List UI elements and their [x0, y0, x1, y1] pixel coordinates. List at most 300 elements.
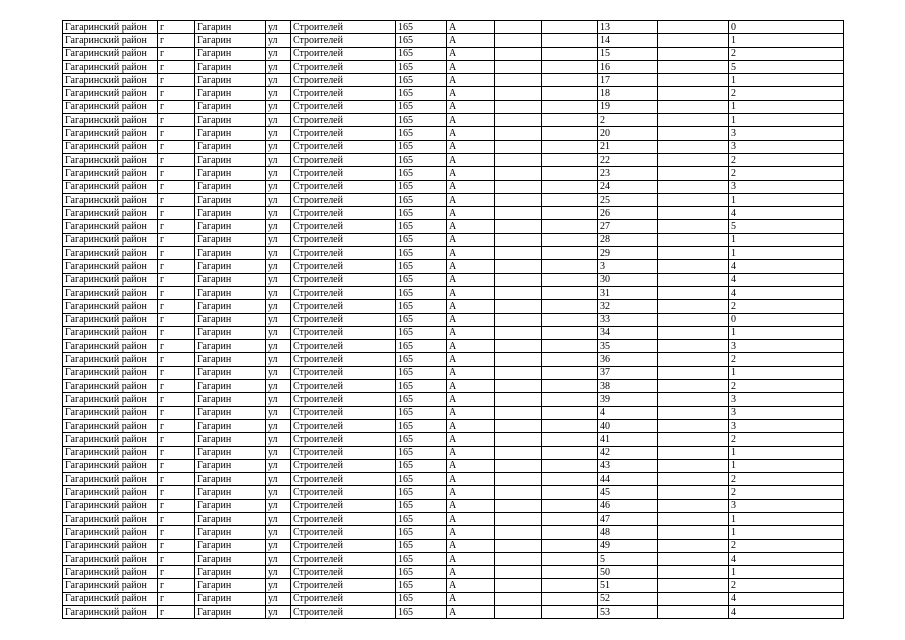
blank-cell — [658, 380, 729, 393]
blank-cell — [658, 247, 729, 260]
district-cell: Гагаринский район — [63, 260, 158, 273]
count-cell: 4 — [729, 273, 844, 286]
street-cell: Строителей — [291, 34, 396, 47]
street-type-cell: ул — [266, 353, 291, 366]
district-cell: Гагаринский район — [63, 233, 158, 246]
building-letter-cell: А — [447, 300, 495, 313]
blank-cell — [658, 21, 729, 34]
locality-type-cell: г — [158, 167, 195, 180]
street-cell: Строителей — [291, 260, 396, 273]
blank-cell — [542, 353, 598, 366]
building-letter-cell: А — [447, 486, 495, 499]
blank-cell — [495, 114, 542, 127]
locality-cell: Гагарин — [195, 300, 266, 313]
district-cell: Гагаринский район — [63, 127, 158, 140]
house-number-cell: 165 — [396, 34, 447, 47]
blank-cell — [658, 260, 729, 273]
count-cell: 1 — [729, 512, 844, 525]
building-letter-cell: А — [447, 459, 495, 472]
street-cell: Строителей — [291, 512, 396, 525]
table-row — [63, 512, 844, 525]
blank-cell — [495, 100, 542, 113]
district-cell: Гагаринский район — [63, 552, 158, 565]
house-number-cell: 165 — [396, 247, 447, 260]
blank-cell — [495, 300, 542, 313]
count-cell: 2 — [729, 47, 844, 60]
district-cell: Гагаринский район — [63, 486, 158, 499]
locality-cell: Гагарин — [195, 552, 266, 565]
blank-cell — [658, 446, 729, 459]
house-number-cell: 165 — [396, 207, 447, 220]
blank-cell — [495, 260, 542, 273]
locality-type-cell: г — [158, 326, 195, 339]
apartment-cell: 29 — [598, 247, 658, 260]
blank-cell — [542, 127, 598, 140]
building-letter-cell: А — [447, 247, 495, 260]
house-number-cell: 165 — [396, 459, 447, 472]
street-cell: Строителей — [291, 286, 396, 299]
table-row — [63, 393, 844, 406]
house-number-cell: 165 — [396, 60, 447, 73]
blank-cell — [542, 579, 598, 592]
count-cell: 3 — [729, 406, 844, 419]
street-type-cell: ул — [266, 233, 291, 246]
street-cell: Строителей — [291, 247, 396, 260]
street-type-cell: ул — [266, 566, 291, 579]
apartment-cell: 44 — [598, 473, 658, 486]
locality-type-cell: г — [158, 419, 195, 432]
blank-cell — [495, 512, 542, 525]
street-type-cell: ул — [266, 340, 291, 353]
street-cell: Строителей — [291, 486, 396, 499]
blank-cell — [495, 433, 542, 446]
street-type-cell: ул — [266, 300, 291, 313]
house-number-cell: 165 — [396, 606, 447, 619]
apartment-cell: 53 — [598, 606, 658, 619]
locality-type-cell: г — [158, 233, 195, 246]
table-row — [63, 207, 844, 220]
count-cell: 3 — [729, 499, 844, 512]
blank-cell — [658, 592, 729, 605]
locality-type-cell: г — [158, 606, 195, 619]
blank-cell — [658, 393, 729, 406]
locality-cell: Гагарин — [195, 512, 266, 525]
count-cell: 1 — [729, 34, 844, 47]
street-cell: Строителей — [291, 74, 396, 87]
count-cell: 2 — [729, 380, 844, 393]
street-type-cell: ул — [266, 153, 291, 166]
locality-cell: Гагарин — [195, 313, 266, 326]
blank-cell — [542, 207, 598, 220]
house-number-cell: 165 — [396, 499, 447, 512]
district-cell: Гагаринский район — [63, 140, 158, 153]
building-letter-cell: А — [447, 380, 495, 393]
count-cell: 1 — [729, 446, 844, 459]
locality-type-cell: г — [158, 87, 195, 100]
locality-type-cell: г — [158, 34, 195, 47]
district-cell: Гагаринский район — [63, 193, 158, 206]
table-row — [63, 60, 844, 73]
apartment-cell: 25 — [598, 193, 658, 206]
blank-cell — [542, 286, 598, 299]
blank-cell — [542, 473, 598, 486]
blank-cell — [542, 499, 598, 512]
blank-cell — [542, 552, 598, 565]
locality-type-cell: г — [158, 592, 195, 605]
house-number-cell: 165 — [396, 114, 447, 127]
count-cell: 2 — [729, 539, 844, 552]
table-row — [63, 127, 844, 140]
count-cell: 2 — [729, 486, 844, 499]
street-type-cell: ул — [266, 393, 291, 406]
count-cell: 3 — [729, 340, 844, 353]
blank-cell — [658, 233, 729, 246]
street-type-cell: ул — [266, 87, 291, 100]
locality-cell: Гагарин — [195, 220, 266, 233]
blank-cell — [495, 579, 542, 592]
apartment-cell: 49 — [598, 539, 658, 552]
table-row — [63, 579, 844, 592]
count-cell: 1 — [729, 566, 844, 579]
blank-cell — [495, 21, 542, 34]
locality-type-cell: г — [158, 313, 195, 326]
apartment-cell: 19 — [598, 100, 658, 113]
street-cell: Строителей — [291, 21, 396, 34]
locality-type-cell: г — [158, 459, 195, 472]
apartment-cell: 47 — [598, 512, 658, 525]
apartment-cell: 36 — [598, 353, 658, 366]
blank-cell — [542, 21, 598, 34]
blank-cell — [495, 233, 542, 246]
house-number-cell: 165 — [396, 47, 447, 60]
table-row — [63, 526, 844, 539]
district-cell: Гагаринский район — [63, 499, 158, 512]
house-number-cell: 165 — [396, 380, 447, 393]
apartment-cell: 5 — [598, 552, 658, 565]
blank-cell — [658, 486, 729, 499]
locality-cell: Гагарин — [195, 393, 266, 406]
street-type-cell: ул — [266, 180, 291, 193]
district-cell: Гагаринский район — [63, 380, 158, 393]
locality-type-cell: г — [158, 153, 195, 166]
table-row — [63, 114, 844, 127]
blank-cell — [658, 340, 729, 353]
street-cell: Строителей — [291, 499, 396, 512]
table-row — [63, 552, 844, 565]
locality-cell: Гагарин — [195, 47, 266, 60]
blank-cell — [658, 566, 729, 579]
building-letter-cell: А — [447, 526, 495, 539]
blank-cell — [542, 606, 598, 619]
locality-cell: Гагарин — [195, 606, 266, 619]
apartment-cell: 27 — [598, 220, 658, 233]
apartment-cell: 4 — [598, 406, 658, 419]
table-row — [63, 592, 844, 605]
house-number-cell: 165 — [396, 393, 447, 406]
house-number-cell: 165 — [396, 566, 447, 579]
blank-cell — [495, 193, 542, 206]
count-cell: 1 — [729, 247, 844, 260]
district-cell: Гагаринский район — [63, 153, 158, 166]
district-cell: Гагаринский район — [63, 406, 158, 419]
street-type-cell: ул — [266, 193, 291, 206]
building-letter-cell: А — [447, 34, 495, 47]
district-cell: Гагаринский район — [63, 114, 158, 127]
count-cell: 1 — [729, 114, 844, 127]
street-type-cell: ул — [266, 486, 291, 499]
blank-cell — [658, 406, 729, 419]
table-row — [63, 380, 844, 393]
district-cell: Гагаринский район — [63, 326, 158, 339]
district-cell: Гагаринский район — [63, 566, 158, 579]
locality-cell: Гагарин — [195, 473, 266, 486]
house-number-cell: 165 — [396, 286, 447, 299]
street-type-cell: ул — [266, 47, 291, 60]
locality-cell: Гагарин — [195, 193, 266, 206]
blank-cell — [658, 419, 729, 432]
building-letter-cell: А — [447, 419, 495, 432]
building-letter-cell: А — [447, 114, 495, 127]
street-cell: Строителей — [291, 539, 396, 552]
building-letter-cell: А — [447, 167, 495, 180]
house-number-cell: 165 — [396, 233, 447, 246]
blank-cell — [495, 180, 542, 193]
blank-cell — [495, 526, 542, 539]
locality-type-cell: г — [158, 406, 195, 419]
blank-cell — [658, 220, 729, 233]
blank-cell — [542, 433, 598, 446]
house-number-cell: 165 — [396, 100, 447, 113]
street-type-cell: ул — [266, 579, 291, 592]
apartment-cell: 39 — [598, 393, 658, 406]
locality-cell: Гагарин — [195, 592, 266, 605]
locality-type-cell: г — [158, 47, 195, 60]
district-cell: Гагаринский район — [63, 419, 158, 432]
house-number-cell: 165 — [396, 353, 447, 366]
locality-cell: Гагарин — [195, 260, 266, 273]
building-letter-cell: А — [447, 473, 495, 486]
street-cell: Строителей — [291, 459, 396, 472]
street-cell: Строителей — [291, 473, 396, 486]
locality-cell: Гагарин — [195, 446, 266, 459]
building-letter-cell: А — [447, 366, 495, 379]
district-cell: Гагаринский район — [63, 446, 158, 459]
blank-cell — [495, 340, 542, 353]
blank-cell — [658, 207, 729, 220]
locality-cell: Гагарин — [195, 87, 266, 100]
blank-cell — [542, 526, 598, 539]
blank-cell — [495, 366, 542, 379]
apartment-cell: 31 — [598, 286, 658, 299]
street-cell: Строителей — [291, 207, 396, 220]
locality-type-cell: г — [158, 486, 195, 499]
street-type-cell: ул — [266, 260, 291, 273]
house-number-cell: 165 — [396, 340, 447, 353]
apartment-cell: 51 — [598, 579, 658, 592]
street-type-cell: ул — [266, 526, 291, 539]
count-cell: 4 — [729, 207, 844, 220]
blank-cell — [495, 566, 542, 579]
blank-cell — [542, 512, 598, 525]
blank-cell — [495, 606, 542, 619]
blank-cell — [495, 406, 542, 419]
district-cell: Гагаринский район — [63, 366, 158, 379]
apartment-cell: 45 — [598, 486, 658, 499]
district-cell: Гагаринский район — [63, 592, 158, 605]
locality-type-cell: г — [158, 446, 195, 459]
street-type-cell: ул — [266, 100, 291, 113]
district-cell: Гагаринский район — [63, 100, 158, 113]
table-row — [63, 473, 844, 486]
locality-cell: Гагарин — [195, 579, 266, 592]
blank-cell — [658, 114, 729, 127]
building-letter-cell: А — [447, 592, 495, 605]
blank-cell — [495, 47, 542, 60]
count-cell: 0 — [729, 313, 844, 326]
blank-cell — [495, 592, 542, 605]
district-cell: Гагаринский район — [63, 606, 158, 619]
blank-cell — [658, 286, 729, 299]
table-row — [63, 366, 844, 379]
street-cell: Строителей — [291, 579, 396, 592]
street-type-cell: ул — [266, 539, 291, 552]
building-letter-cell: А — [447, 566, 495, 579]
blank-cell — [495, 273, 542, 286]
locality-type-cell: г — [158, 433, 195, 446]
table-row — [63, 273, 844, 286]
blank-cell — [658, 353, 729, 366]
blank-cell — [542, 366, 598, 379]
table-row — [63, 340, 844, 353]
locality-cell: Гагарин — [195, 140, 266, 153]
apartment-cell: 28 — [598, 233, 658, 246]
locality-type-cell: г — [158, 260, 195, 273]
district-cell: Гагаринский район — [63, 220, 158, 233]
table-row — [63, 153, 844, 166]
blank-cell — [542, 592, 598, 605]
building-letter-cell: А — [447, 286, 495, 299]
street-type-cell: ул — [266, 499, 291, 512]
count-cell: 2 — [729, 87, 844, 100]
locality-type-cell: г — [158, 353, 195, 366]
locality-cell: Гагарин — [195, 114, 266, 127]
blank-cell — [495, 153, 542, 166]
blank-cell — [542, 459, 598, 472]
building-letter-cell: А — [447, 153, 495, 166]
district-cell: Гагаринский район — [63, 207, 158, 220]
street-cell: Строителей — [291, 393, 396, 406]
street-cell: Строителей — [291, 153, 396, 166]
street-type-cell: ул — [266, 273, 291, 286]
count-cell: 4 — [729, 286, 844, 299]
locality-type-cell: г — [158, 380, 195, 393]
street-type-cell: ул — [266, 114, 291, 127]
table-row — [63, 286, 844, 299]
building-letter-cell: А — [447, 140, 495, 153]
street-type-cell: ул — [266, 60, 291, 73]
district-cell: Гагаринский район — [63, 353, 158, 366]
building-letter-cell: А — [447, 552, 495, 565]
house-number-cell: 165 — [396, 167, 447, 180]
locality-type-cell: г — [158, 207, 195, 220]
count-cell: 2 — [729, 167, 844, 180]
locality-type-cell: г — [158, 114, 195, 127]
district-cell: Гагаринский район — [63, 273, 158, 286]
blank-cell — [658, 326, 729, 339]
apartment-cell: 34 — [598, 326, 658, 339]
street-type-cell: ул — [266, 406, 291, 419]
table-row — [63, 220, 844, 233]
table-row — [63, 446, 844, 459]
house-number-cell: 165 — [396, 300, 447, 313]
table-row — [63, 419, 844, 432]
district-cell: Гагаринский район — [63, 393, 158, 406]
street-type-cell: ул — [266, 247, 291, 260]
blank-cell — [658, 473, 729, 486]
locality-cell: Гагарин — [195, 353, 266, 366]
blank-cell — [495, 393, 542, 406]
count-cell: 2 — [729, 353, 844, 366]
street-cell: Строителей — [291, 326, 396, 339]
apartment-cell: 38 — [598, 380, 658, 393]
apartment-cell: 37 — [598, 366, 658, 379]
locality-type-cell: г — [158, 60, 195, 73]
count-cell: 1 — [729, 366, 844, 379]
locality-cell: Гагарин — [195, 366, 266, 379]
blank-cell — [542, 153, 598, 166]
count-cell: 1 — [729, 233, 844, 246]
street-cell: Строителей — [291, 606, 396, 619]
blank-cell — [658, 193, 729, 206]
street-cell: Строителей — [291, 167, 396, 180]
apartment-cell: 15 — [598, 47, 658, 60]
blank-cell — [658, 127, 729, 140]
table-row — [63, 499, 844, 512]
count-cell: 3 — [729, 419, 844, 432]
street-type-cell: ул — [266, 459, 291, 472]
blank-cell — [542, 340, 598, 353]
blank-cell — [658, 313, 729, 326]
street-type-cell: ул — [266, 326, 291, 339]
district-cell: Гагаринский район — [63, 21, 158, 34]
blank-cell — [542, 566, 598, 579]
building-letter-cell: А — [447, 499, 495, 512]
table-row — [63, 21, 844, 34]
district-cell: Гагаринский район — [63, 167, 158, 180]
count-cell: 5 — [729, 60, 844, 73]
locality-cell: Гагарин — [195, 499, 266, 512]
blank-cell — [542, 47, 598, 60]
blank-cell — [542, 167, 598, 180]
blank-cell — [658, 512, 729, 525]
locality-type-cell: г — [158, 539, 195, 552]
apartment-cell: 52 — [598, 592, 658, 605]
blank-cell — [658, 74, 729, 87]
address-table — [62, 20, 844, 619]
blank-cell — [542, 34, 598, 47]
apartment-cell: 33 — [598, 313, 658, 326]
table-row — [63, 566, 844, 579]
house-number-cell: 165 — [396, 260, 447, 273]
table-row — [63, 300, 844, 313]
district-cell: Гагаринский район — [63, 34, 158, 47]
house-number-cell: 165 — [396, 326, 447, 339]
locality-type-cell: г — [158, 366, 195, 379]
district-cell: Гагаринский район — [63, 47, 158, 60]
blank-cell — [495, 74, 542, 87]
count-cell: 2 — [729, 300, 844, 313]
table-row — [63, 433, 844, 446]
